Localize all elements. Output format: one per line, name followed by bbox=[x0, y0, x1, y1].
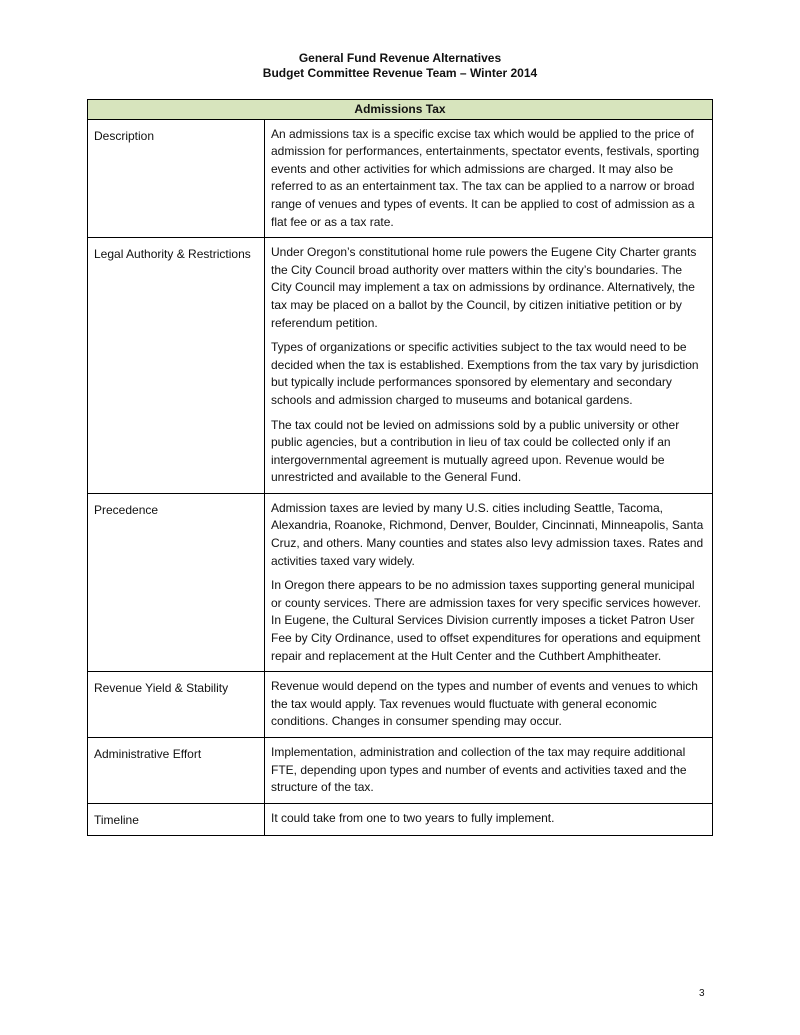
row-label: Description bbox=[88, 119, 265, 238]
content-paragraph: It could take from one to two years to fully implement. bbox=[271, 810, 555, 825]
content-paragraph: Under Oregon’s constitutional home rule powers the Eugene City Charter grants the City Council broad authority over matters within the city’s boundaries. The City Council may implement a tax on admissions by ordinance. Alternatively, the tax may be placed on a ballot by the Council, by citizen initiative petition or by referendum petition. bbox=[271, 245, 697, 330]
content-paragraph: Revenue would depend on the types and number of events and venues to which the tax would apply. Tax revenues would fluctuate with general economic conditions. Changes in consumer spending may occur. bbox=[271, 679, 698, 729]
content-paragraph: An admissions tax is a specific excise tax which would be applied to the price of admission for performances, entertainments, spectator events, festivals, sporting events and other activities for which admissions are charged. It may also be referred to as an entertainment tax. The tax can be applied to a narrow or broad range of venues and types of events. It can be applied to cost of admission as a flat fee or as a tax rate. bbox=[271, 126, 700, 229]
table-row-administrative-effort bbox=[88, 738, 713, 804]
table-row-precedence bbox=[88, 493, 713, 671]
document-header bbox=[0, 51, 800, 81]
content-paragraph: In Oregon there appears to be no admission taxes supporting general municipal or county services. There are admission taxes for very specific services however. In Eugene, the Cultural Services Division currently imposes a ticket Patron User Fee by City Ordinance, used to offset expenditures for operations and equipment repair and replacement at the Hult Center and the Cuthbert Amphitheater. bbox=[271, 578, 701, 663]
content-paragraph: Admission taxes are levied by many U.S. cities including Seattle, Tacoma, Alexandria, Roanoke, Richmond, Denver, Boulder, Cincinnati, Minneapolis, Santa Cruz, and others. Many counties and states also levy admission taxes. Rates and activities taxed vary widely. bbox=[271, 500, 704, 568]
row-content bbox=[265, 672, 713, 738]
table-row-revenue-yield bbox=[88, 672, 713, 738]
row-label: Administrative Effort bbox=[88, 738, 265, 804]
page-number: 3 bbox=[699, 988, 705, 999]
row-content bbox=[265, 238, 713, 494]
table-row-legal-authority bbox=[88, 238, 713, 494]
section-title: Admissions Tax bbox=[88, 100, 713, 120]
document-title: General Fund Revenue Alternatives bbox=[298, 51, 502, 65]
row-label: Timeline bbox=[88, 803, 265, 836]
table-row-description bbox=[88, 119, 713, 238]
row-content bbox=[265, 493, 713, 671]
table-row-timeline bbox=[88, 803, 713, 836]
row-content bbox=[265, 803, 713, 836]
row-label: Revenue Yield & Stability bbox=[88, 672, 265, 738]
content-paragraph: Types of organizations or specific activities subject to the tax would need to be decided when the tax is established. Exemptions from the tax vary by jurisdiction but typically include performances sponsored by elementary and secondary schools and admission charged to museums and botanical gardens. bbox=[271, 340, 699, 407]
content-paragraph: Implementation, administration and collection of the tax may require additional FTE, depending upon types and number of events and activities taxed and the structure of the tax. bbox=[271, 745, 687, 795]
content-paragraph: The tax could not be levied on admissions sold by a public university or other public agencies, but a contribution in lieu of tax could be collected only if an intergovernmental agreement is mutually agreed upon. Revenue would be unrestricted and available to the General Fund. bbox=[271, 417, 680, 485]
section-header-row bbox=[88, 100, 713, 120]
admissions-tax-table bbox=[87, 99, 713, 836]
row-content bbox=[265, 738, 713, 804]
row-label: Legal Authority & Restrictions bbox=[88, 238, 265, 494]
row-label: Precedence bbox=[88, 493, 265, 671]
row-content bbox=[265, 119, 713, 238]
document-subtitle: Budget Committee Revenue Team – Winter 2014 bbox=[262, 66, 538, 80]
